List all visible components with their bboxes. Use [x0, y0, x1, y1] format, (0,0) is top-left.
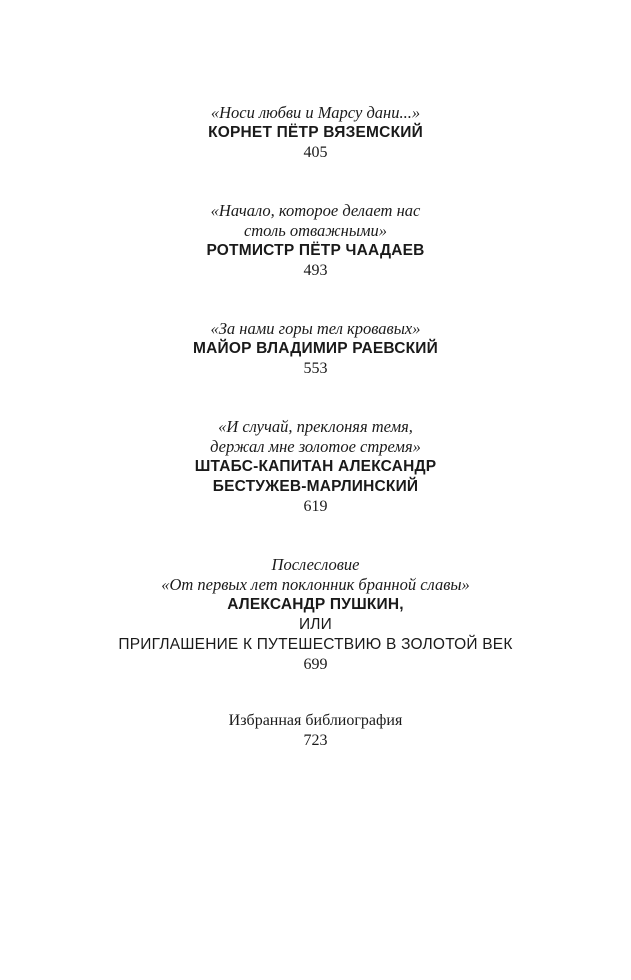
table-of-contents — [0, 103, 631, 751]
afterword-heading: АЛЕКСАНДР ПУШКИН, — [227, 596, 404, 613]
afterword-epigraph: «От первых лет поклонник бранной славы» — [161, 575, 470, 594]
entry-epigraph-line-1: «И случай, преклоняя темя, — [218, 417, 413, 436]
entry-spacer — [0, 163, 631, 201]
entry-epigraph-line-1: «Начало, которое делает нас — [210, 201, 421, 220]
entry-epigraph: «За нами горы тел кровавых» — [210, 319, 421, 338]
afterword-label: Послесловие — [271, 555, 360, 574]
entry-spacer — [0, 281, 631, 319]
toc-entry-afterword — [0, 555, 631, 675]
entry-epigraph: «Носи любви и Марсу дани...» — [210, 103, 421, 122]
toc-entry-bestuzhev — [0, 417, 631, 517]
afterword-subtitle: ПРИГЛАШЕНИЕ К ПУТЕШЕСТВИЮ В ЗОЛОТОЙ ВЕК — [118, 636, 513, 653]
entry-spacer — [0, 675, 631, 711]
toc-entry-chaadaev — [0, 201, 631, 281]
toc-entry-raevsky — [0, 319, 631, 379]
entry-page-number: 619 — [303, 498, 328, 515]
entry-epigraph-line-2: столь отважными» — [243, 221, 388, 240]
entry-heading-line-1: ШТАБС-КАПИТАН АЛЕКСАНДР — [194, 458, 437, 475]
entry-spacer — [0, 379, 631, 417]
toc-entry-vyazemsky — [0, 103, 631, 163]
entry-spacer — [0, 517, 631, 555]
entry-page-number: 723 — [303, 732, 328, 749]
bibliography-label: Избранная библиография — [228, 712, 403, 729]
entry-heading: КОРНЕТ ПЁТР ВЯЗЕМСКИЙ — [208, 124, 423, 141]
afterword-or: ИЛИ — [298, 616, 333, 633]
entry-heading: РОТМИСТР ПЁТР ЧААДАЕВ — [206, 242, 425, 259]
entry-page-number: 493 — [303, 262, 328, 279]
entry-heading: МАЙОР ВЛАДИМИР РАЕВСКИЙ — [193, 340, 438, 357]
entry-epigraph-line-2: держал мне золотое стремя» — [210, 437, 421, 456]
entry-page-number: 699 — [303, 656, 328, 673]
entry-heading-line-2: БЕСТУЖЕВ-МАРЛИНСКИЙ — [212, 478, 419, 495]
entry-page-number: 405 — [303, 144, 328, 161]
entry-page-number: 553 — [303, 360, 328, 377]
toc-entry-bibliography — [0, 711, 631, 751]
